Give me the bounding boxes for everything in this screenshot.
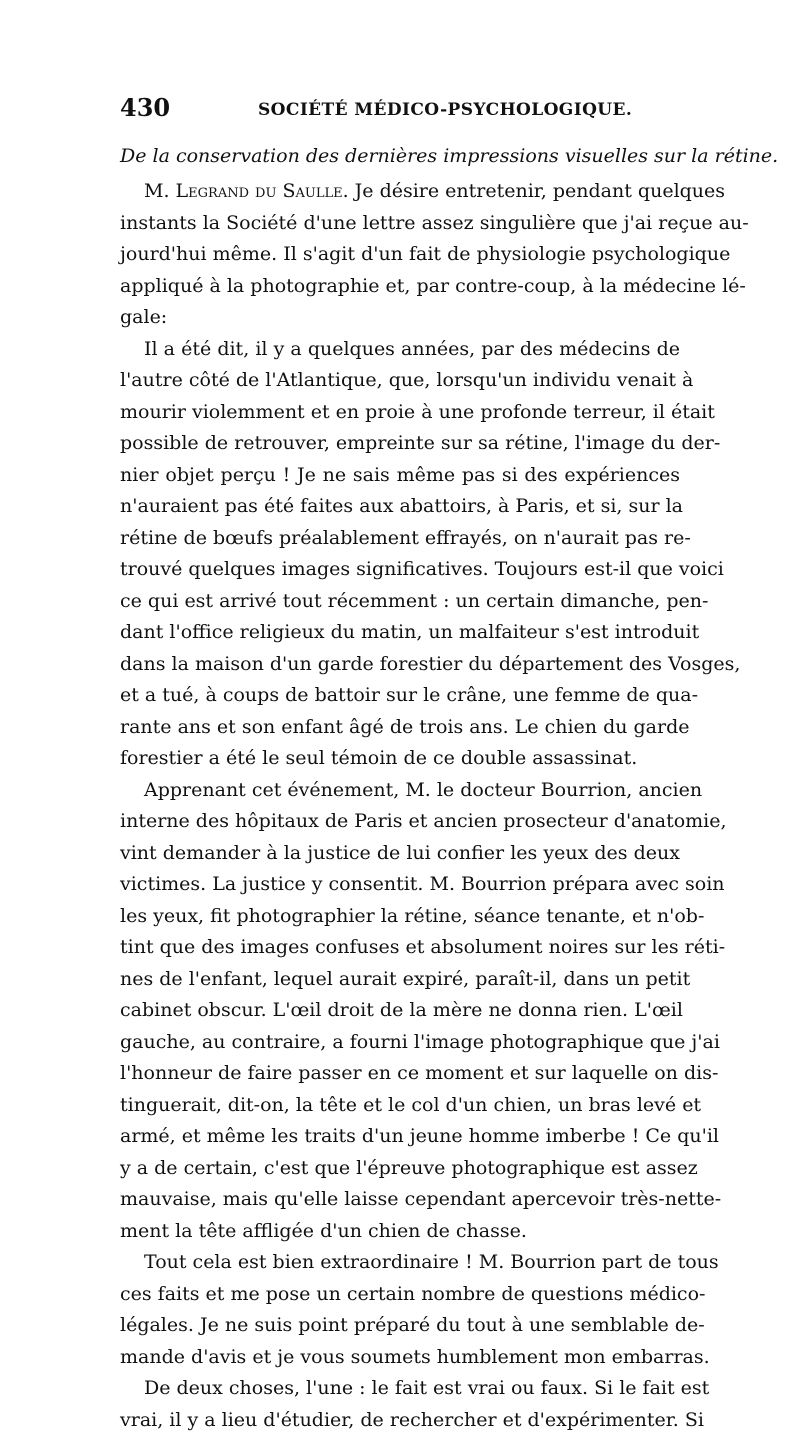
text-line: nier objet perçu ! Je ne sais même pas si des expériences [120,460,680,492]
text-line: légales. Je ne suis point préparé du tout à une semblable de- [120,1310,680,1342]
text-line-content: Je désire entretenir, pendant quelques [349,180,725,202]
text-line: gale: [120,302,680,334]
text-line: vint demander à la justice de lui confier les yeux des deux [120,838,680,870]
text-line: rétine de bœufs préalablement effrayés, on n'aurait pas re- [120,523,680,555]
text-line: interne des hôpitaux de Paris et ancien prosecteur d'anatomie, [120,806,680,838]
page-number: 430 [120,92,170,124]
text-line: cabinet obscur. L'œil droit de la mère ne donna rien. L'œil [120,995,680,1027]
text-line: De deux choses, l'une : le fait est vrai ou faux. Si le fait est [120,1373,680,1405]
body-text [120,176,680,1436]
text-line: et a tué, à coups de battoir sur le crâne, une femme de qua- [120,680,680,712]
text-line: dant l'office religieux du matin, un malfaiteur s'est introduit [120,617,680,649]
text-line: n'auraient pas été faites aux abattoirs, à Paris, et si, sur la [120,491,680,523]
book-page [120,92,680,1436]
text-line: jourd'hui même. Il s'agit d'un fait de physiologie psychologique [120,239,680,271]
text-line: forestier a été le seul témoin de ce double assassinat. [120,743,680,775]
text-line: y a de certain, c'est que l'épreuve photographique est assez [120,1153,680,1185]
text-line: trouvé quelques images significatives. Toujours est-il que voici [120,554,680,586]
text-line: instants la Société d'une lettre assez singulière que j'ai reçue au- [120,208,680,240]
text-line: l'autre côté de l'Atlantique, que, lorsqu'un individu venait à [120,365,680,397]
text-line: mauvaise, mais qu'elle laisse cependant apercevoir très-nette- [120,1184,680,1216]
text-line: l'honneur de faire passer en ce moment et sur laquelle on dis- [120,1058,680,1090]
section-title: De la conservation des dernières impressions visuelles sur la rétine. [120,142,680,170]
text-line: mourir violemment et en proie à une profonde terreur, il était [120,397,680,429]
text-line: ment la tête affligée d'un chien de chasse. [120,1216,680,1248]
text-line: dans la maison d'un garde forestier du département des Vosges, [120,649,680,681]
journal-title: SOCIÉTÉ MÉDICO-PSYCHOLOGIQUE. [258,94,632,126]
text-line: les yeux, fit photographier la rétine, séance tenante, et n'ob- [120,901,680,933]
text-line: ces faits et me pose un certain nombre de questions médico- [120,1279,680,1311]
text-line: Il a été dit, il y a quelques années, par des médecins de [120,334,680,366]
text-line: tinguerait, dit-on, la tête et le col d'un chien, un bras levé et [120,1090,680,1122]
text-line: Tout cela est bien extraordinaire ! M. Bourrion part de tous [120,1247,680,1279]
text-line: Apprenant cet événement, M. le docteur Bourrion, ancien [120,775,680,807]
text-line: armé, et même les traits d'un jeune homme imberbe ! Ce qu'il [120,1121,680,1153]
text-line: rante ans et son enfant âgé de trois ans. Le chien du garde [120,712,680,744]
text-line: gauche, au contraire, a fourni l'image photographique que j'ai [120,1027,680,1059]
text-line: ce qui est arrivé tout récemment : un certain dimanche, pen- [120,586,680,618]
text-line: tint que des images confuses et absolument noires sur les réti- [120,932,680,964]
text-line [120,176,680,208]
text-line: appliqué à la photographie et, par contre-coup, à la médecine lé- [120,271,680,303]
text-line: victimes. La justice y consentit. M. Bourrion prépara avec soin [120,869,680,901]
running-head [120,92,680,124]
text-line: vrai, il y a lieu d'étudier, de rechercher et d'expérimenter. Si [120,1405,680,1436]
text-line: possible de retrouver, empreinte sur sa rétine, l'image du der- [120,428,680,460]
text-line: mande d'avis et je vous soumets humblement mon embarras. [120,1342,680,1374]
speaker-name: M. Legrand du Saulle. [144,180,349,202]
text-line: nes de l'enfant, lequel aurait expiré, paraît-il, dans un petit [120,964,680,996]
